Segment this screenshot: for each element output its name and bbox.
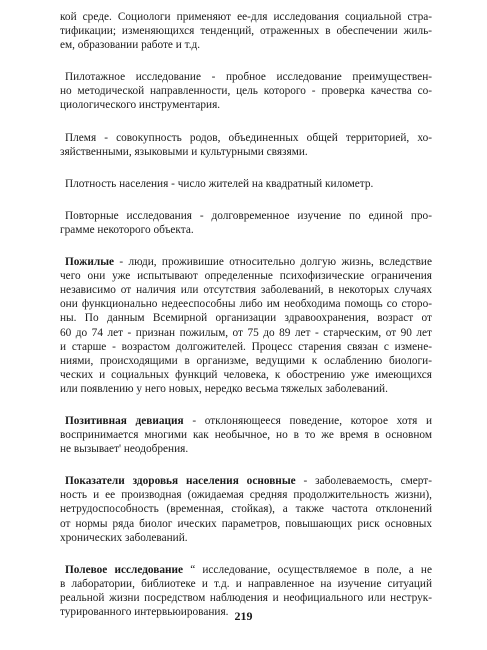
entry-separator: - [114, 256, 129, 269]
line-text: ческих и социальных функций человека, к обострению уже имеющихся [60, 368, 432, 381]
text-line [60, 488, 432, 502]
dictionary-entry [60, 131, 432, 159]
text-line [60, 297, 432, 311]
line-text: зяйственными, языковыми и культурными связями. [60, 145, 308, 158]
entry-term: Плотность населения [65, 177, 169, 190]
text-line [60, 474, 432, 488]
text-line [60, 577, 432, 591]
text-line [60, 517, 432, 531]
dictionary-entry [60, 209, 432, 237]
line-text: отклоняющееся поведение, которое хотя и [204, 414, 432, 427]
entry-separator: - [295, 475, 316, 488]
line-text: ем, образовании работе и т.д. [60, 39, 201, 52]
text-line [60, 563, 432, 577]
line-text: чего они уже испытывают определенные психофизические ограничения [60, 270, 432, 283]
line-text: или появлению у него новых, нередко весьма тяжелых заболеваний. [60, 382, 388, 395]
text-line [60, 311, 432, 325]
line-text: ны. По данным Всемирной организации здравоохранения, возраст от [60, 312, 432, 325]
line-text: в лаборатории, библиотеке и т.д. и направленное на изучение ситуаций [60, 577, 432, 590]
page-number: 219 [234, 609, 253, 623]
text-line [60, 70, 432, 84]
line-text: от нормы ряда биолог ических параметров, повышающих риск основных [60, 517, 432, 530]
text-line [60, 283, 432, 297]
line-text: пробное исследование преимуществен- [225, 71, 433, 84]
text-line [60, 24, 432, 38]
text-line [60, 340, 432, 354]
entry-separator: “ [183, 563, 203, 576]
dictionary-page-body [60, 10, 432, 619]
entry-separator: - [183, 414, 205, 427]
entry-term: Повторные исследования [65, 209, 192, 222]
text-line [60, 131, 432, 145]
entry-term: Полевое исследование [65, 563, 184, 576]
line-text: заболеваемость, смерт- [315, 475, 432, 488]
continued-paragraph [60, 10, 432, 52]
line-text: ность и ее производная (ожидаемая средняя продолжительность жизни), [60, 489, 432, 502]
text-line [60, 269, 432, 283]
text-line [60, 177, 432, 191]
text-line [60, 255, 432, 269]
line-text: но методической направленности, цель которого - проверка качества со- [60, 85, 432, 98]
line-text: независимо от наличия или отсутствия заболеваний, в некоторых случаях [60, 284, 432, 297]
line-text: кой среде. Социологи применяют ее-для исследования социальной стра- [60, 11, 432, 23]
text-line [60, 223, 432, 237]
dictionary-entry [60, 177, 432, 191]
entry-term: Пилотажное исследование [65, 71, 201, 84]
line-text: 60 до 74 лет - признан пожилым, от 75 до 89 лет - старческим, от 90 лет [60, 326, 432, 339]
line-text: реальной жизни посредством наблюдения и неофициального или неструк- [60, 591, 432, 604]
text-line [60, 428, 432, 442]
line-text: грамме некоторого объекта. [60, 223, 194, 236]
line-text: турированного интервьюирования. [60, 606, 229, 618]
line-text: исследование, осуществляемое в поле, а не [202, 563, 432, 576]
dictionary-entry [60, 414, 432, 456]
text-line [60, 354, 432, 368]
text-line [60, 382, 432, 396]
text-line [60, 591, 432, 605]
text-line [60, 98, 432, 112]
entry-term: Показатели здоровья населения основные [65, 475, 296, 488]
entry-separator: - [96, 131, 117, 144]
dictionary-entry [60, 474, 432, 544]
line-text: циологического инструментария. [60, 99, 221, 112]
text-line [60, 10, 432, 24]
line-text: совокупность родов, объединенных общей территорией, хо- [116, 131, 432, 144]
text-line [60, 531, 432, 545]
text-line [60, 368, 432, 382]
line-text: ниями, происходящими в организме, ведущими к ослаблению биологи- [60, 354, 432, 367]
text-line [60, 145, 432, 159]
text-line [60, 326, 432, 340]
entry-term: Пожилые [65, 256, 115, 269]
dictionary-entry [60, 70, 432, 112]
entry-separator: - [200, 71, 226, 84]
entry-separator: - [191, 209, 212, 222]
text-line [60, 38, 432, 52]
line-text: они функционально недееспособны либо им необходима помощь со сторо- [60, 298, 432, 311]
text-line [60, 209, 432, 223]
entry-term: Позитивная девиация [65, 414, 184, 427]
line-text: хронических заболеваний. [60, 531, 188, 544]
line-text: и старше - возрастом долгожителей. Процесс старения связан с измене- [60, 340, 432, 353]
entry-term: Племя [65, 131, 97, 144]
text-line [60, 442, 432, 456]
line-text: не вызывает' неодобрения. [60, 443, 189, 456]
line-text: воспринимается многими как необычное, но в то же время в основном [60, 429, 432, 442]
text-line [60, 502, 432, 516]
line-text: число жителей на квадратный километр. [177, 177, 374, 190]
line-text: долговременное изучение по единой про- [211, 209, 432, 222]
dictionary-entry [60, 255, 432, 396]
text-line [60, 414, 432, 428]
line-text: люди, проживишие относительно долгую жизнь, вследствие [128, 256, 432, 269]
entry-separator: - [168, 177, 178, 190]
text-line [60, 84, 432, 98]
line-text: нетрудоспособность (временная, стойкая), а также частота отклонений [60, 503, 432, 516]
line-text: тификации; изменяющихся тенденций, отраженных в обеспечении жиль- [60, 25, 432, 38]
